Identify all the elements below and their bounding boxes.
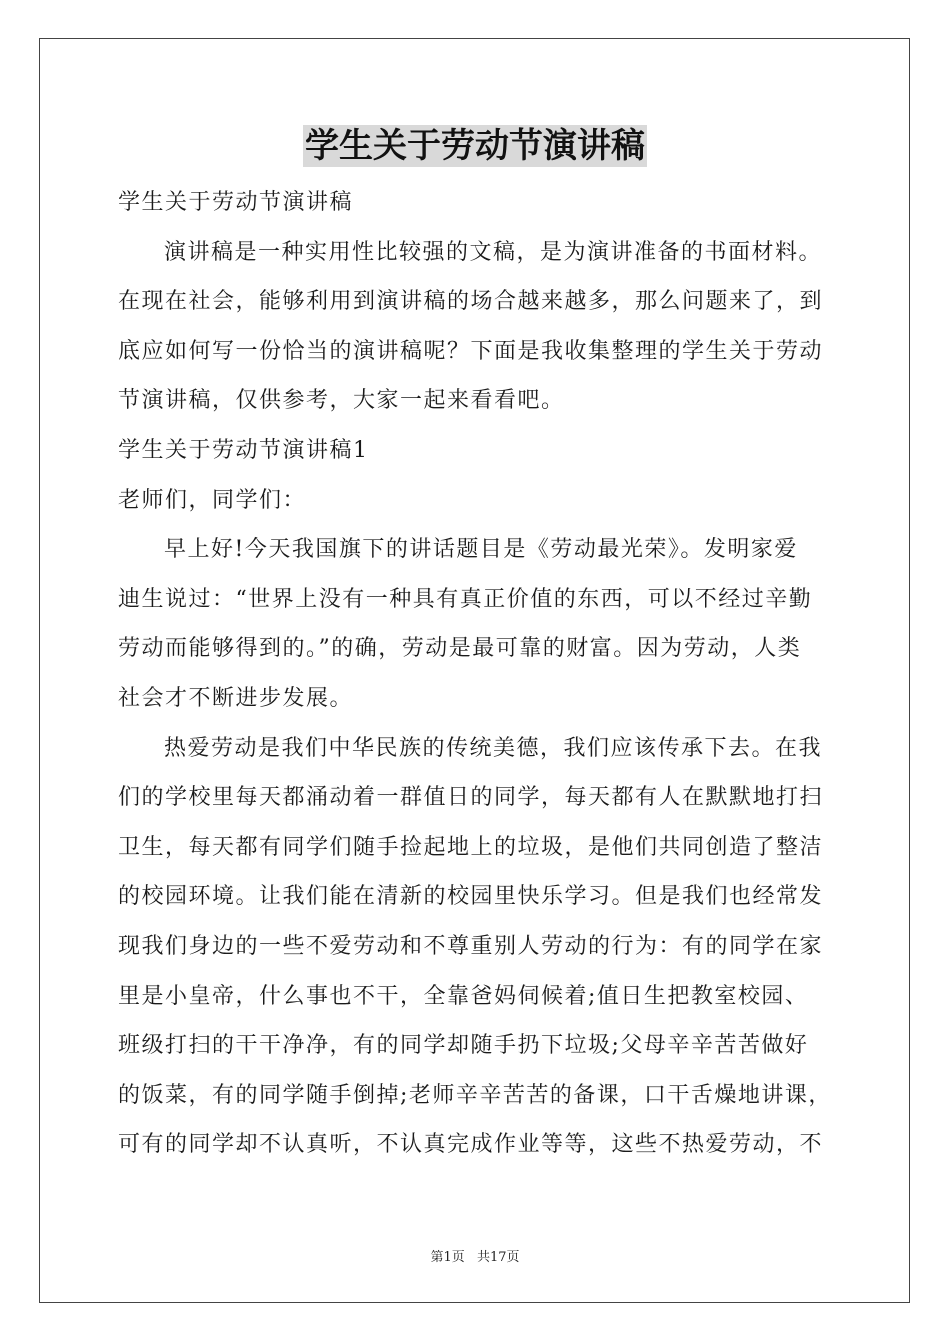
section-heading: 学生关于劳动节演讲稿	[118, 190, 354, 215]
paragraph-line: 热爱劳动是我们中华民族的传统美德，我们应该传承下去。在我	[164, 735, 823, 761]
paragraph-line: 底应如何写一份恰当的演讲稿呢？下面是我收集整理的学生关于劳动	[118, 338, 824, 364]
salutation: 老师们，同学们：	[118, 487, 307, 513]
paragraph-line: 早上好!今天我国旗下的讲话题目是《劳动最光荣》。发明家爱	[164, 537, 798, 563]
paragraph-line: 里是小皇帝，什么事也不干，全靠爸妈伺候着;值日生把教室校园、	[118, 983, 809, 1009]
paragraph-line: 迪生说过：“世界上没有一种具有真正价值的东西，可以不经过辛勤	[118, 586, 813, 612]
paragraph-line: 可有的同学却不认真听，不认真完成作业等等，这些不热爱劳动，不	[118, 1132, 824, 1158]
paragraph-line: 的校园环境。让我们能在清新的校园里快乐学习。但是我们也经常发	[118, 884, 824, 910]
page-number: 第1页	[430, 1250, 465, 1265]
page-footer	[0, 1246, 950, 1265]
document-title: 学生关于劳动节演讲稿	[305, 126, 645, 166]
paragraph-line: 现我们身边的一些不爱劳动和不尊重别人劳动的行为：有的同学在家	[118, 933, 824, 959]
document-body	[118, 178, 842, 1170]
title-container	[0, 125, 950, 167]
paragraph-line: 在现在社会，能够利用到演讲稿的场合越来越多，那么问题来了，到	[118, 289, 824, 315]
paragraph-line: 班级打扫的干干净净，有的同学却随手扔下垃圾;父母辛辛苦苦做好	[118, 1033, 809, 1059]
paragraph-line: 们的学校里每天都涌动着一群值日的同学，每天都有人在默默地打扫	[118, 785, 824, 811]
paragraph-line: 节演讲稿，仅供参考，大家一起来看看吧。	[118, 388, 565, 414]
page-total: 共17页	[476, 1250, 520, 1265]
paragraph-line: 劳动而能够得到的。”的确，劳动是最可靠的财富。因为劳动，人类	[118, 636, 802, 662]
paragraph-line: 卫生，每天都有同学们随手捡起地上的垃圾，是他们共同创造了整洁	[118, 834, 824, 860]
paragraph-line: 社会才不断进步发展。	[118, 685, 354, 711]
paragraph-line: 的饭菜，有的同学随手倒掉;老师辛辛苦苦的备课，口干舌燥地讲课，	[118, 1082, 832, 1108]
paragraph-line: 演讲稿是一种实用性比较强的文稿，是为演讲准备的书面材料。	[164, 239, 823, 265]
section-heading: 学生关于劳动节演讲稿1	[118, 437, 369, 463]
